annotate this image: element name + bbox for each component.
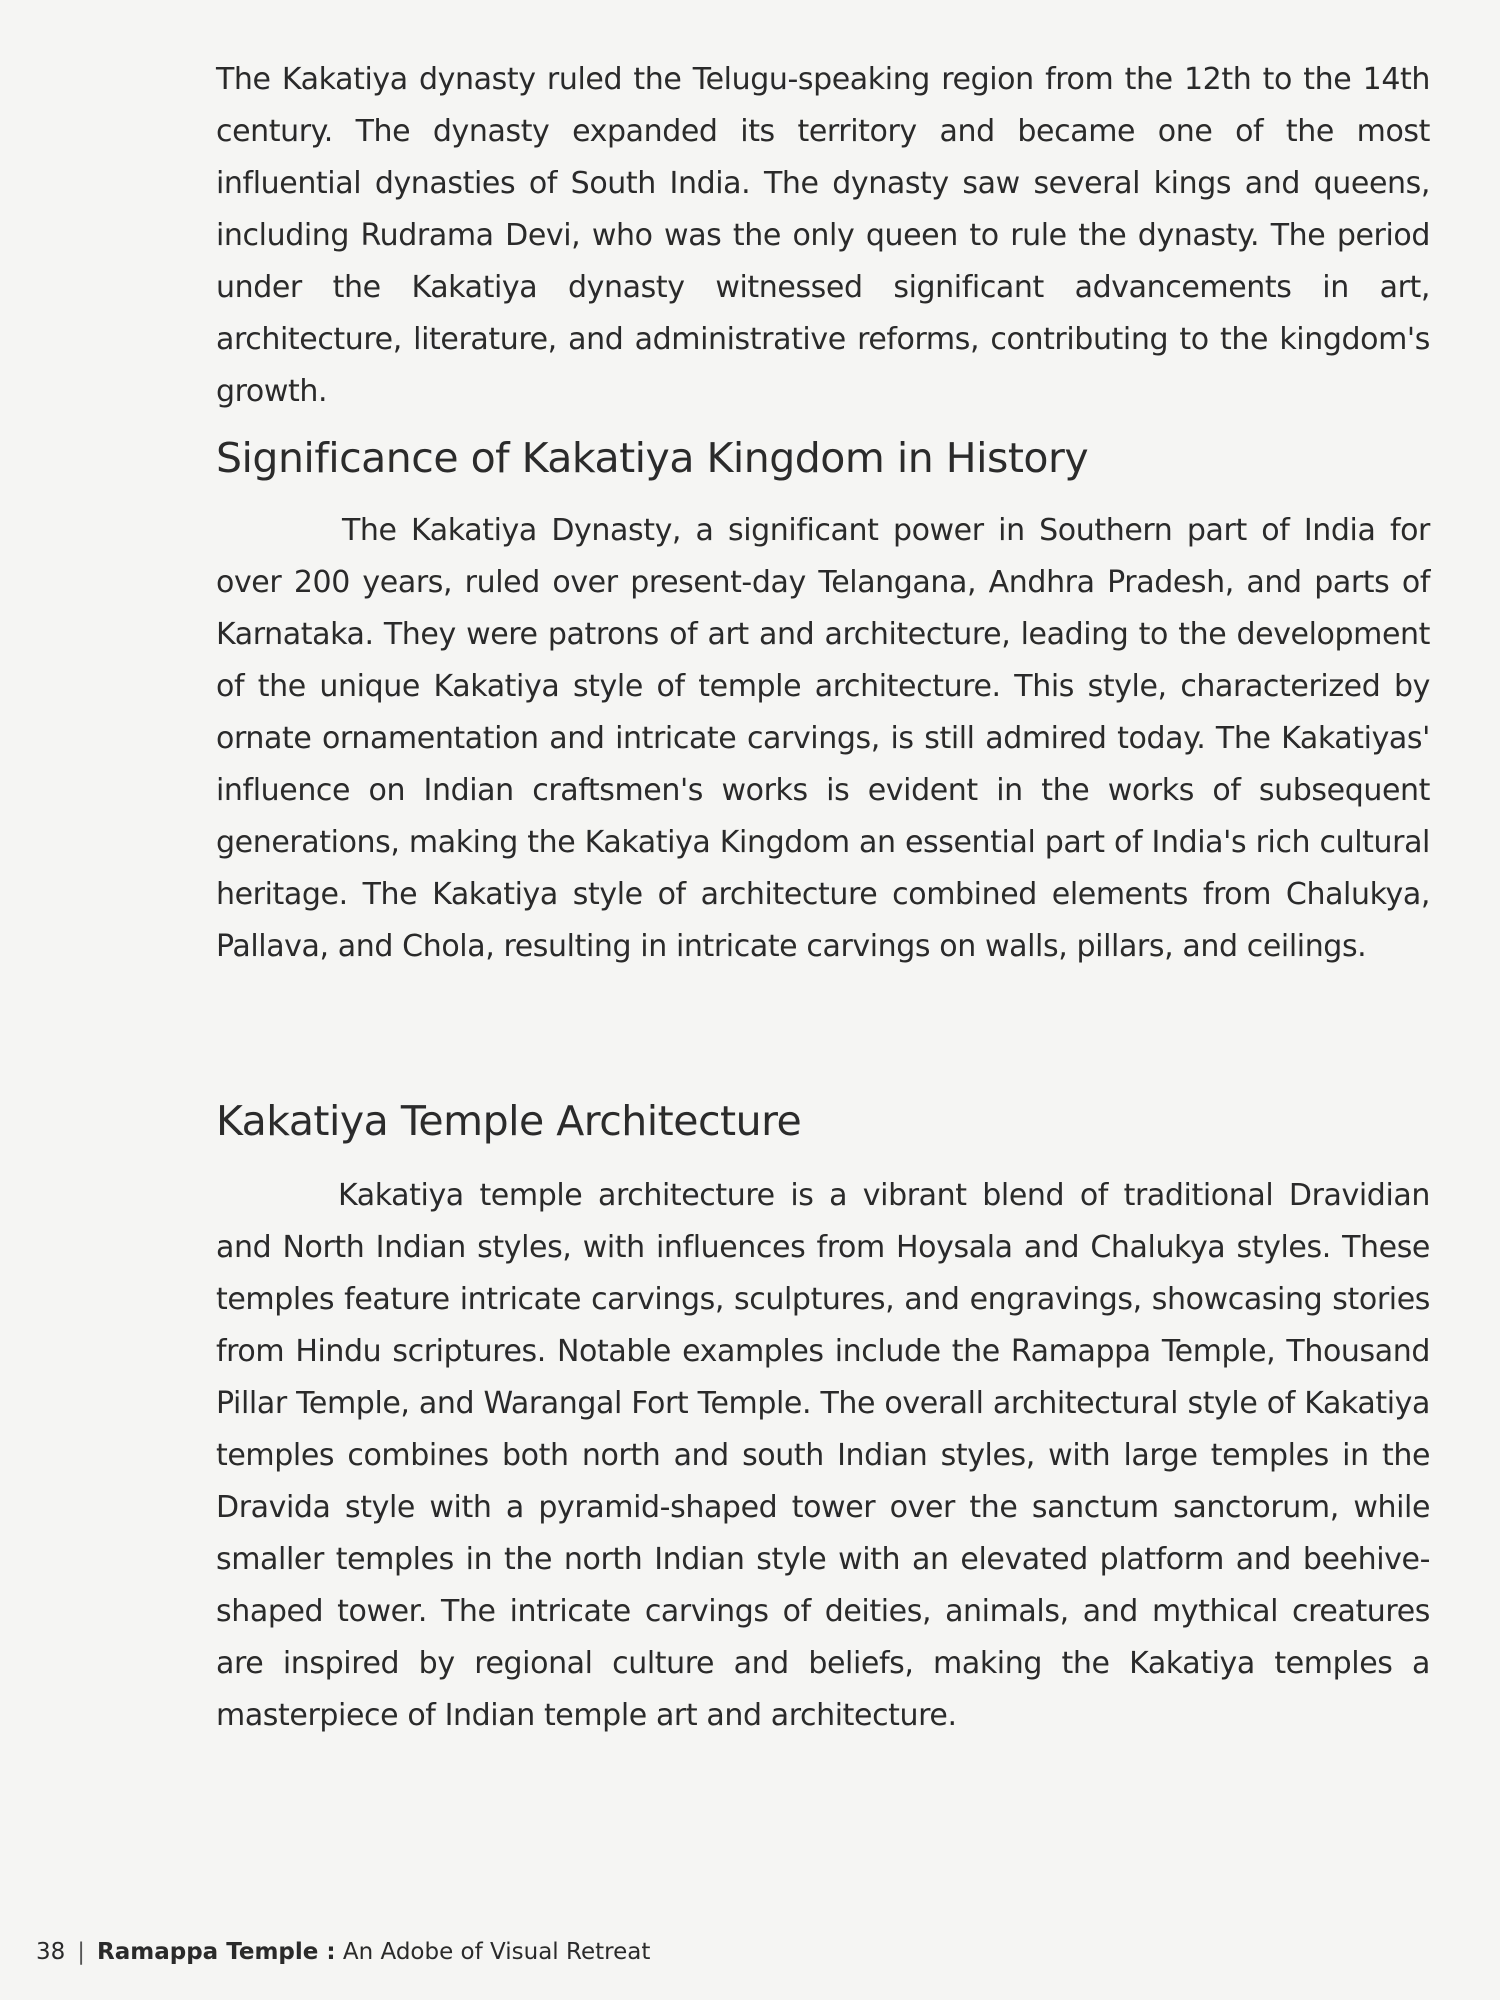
section-heading-significance: Significance of Kakatiya Kingdom in History <box>216 434 1089 482</box>
significance-paragraph: The Kakatiya Dynasty, a significant power in Southern part of India for over 200 years, ruled over present-day Telangana, Andhra Pradesh, and parts of Karnataka. They were patrons of art and architecture, leading to the development of the unique Kakatiya style of temple architecture. This style, characterized by ornate ornamentation and intricate carvings, is still admired today. The Kakatiyas' influence on Indian craftsmen's works is evident in the works of subsequent generations, making the Kakatiya Kingdom an essential part of India's rich cultural heritage. The Kakatiya style of architecture combined elements from Chalukya, Pallava, and Chola, resulting in intricate carvings on walls, pillars, and ceilings. <box>216 513 1430 964</box>
intro-paragraph: The Kakatiya dynasty ruled the Telugu-speaking region from the 12th to the 14th century. The dynasty expanded its territory and became one of the most influential dynasties of South India. The dynasty saw several kings and queens, including Rudrama Devi, who was the only queen to rule the dynasty. The period under the Kakatiya dynasty witnessed significant advancements in art, architecture, literature, and administrative reforms, contributing to the kingdom's growth. <box>216 62 1430 409</box>
section-heading-architecture: Kakatiya Temple Architecture <box>216 1097 802 1145</box>
page-footer <box>36 1939 650 1965</box>
book-title: Ramappa Temple : <box>97 1939 336 1965</box>
page-number: 38 <box>36 1939 66 1965</box>
book-subtitle: An Adobe of Visual Retreat <box>342 1939 651 1965</box>
footer-separator: | <box>77 1939 86 1965</box>
architecture-paragraph: Kakatiya temple architecture is a vibrant blend of traditional Dravidian and North Indian styles, with influences from Hoysala and Chalukya styles. These temples feature intricate carvings, sculptures, and engravings, showcasing stories from Hindu scriptures. Notable examples include the Ramappa Temple, Thousand Pillar Temple, and Warangal Fort Temple. The overall architectural style of Kakatiya temples combines both north and south Indian styles, with large temples in the Dravida style with a pyramid-shaped tower over the sanctum sanctorum, while smaller temples in the north Indian style with an elevated platform and beehive-shaped tower. The intricate carvings of deities, animals, and mythical creatures are inspired by regional culture and beliefs, making the Kakatiya temples a masterpiece of Indian temple art and architecture. <box>216 1178 1430 1733</box>
